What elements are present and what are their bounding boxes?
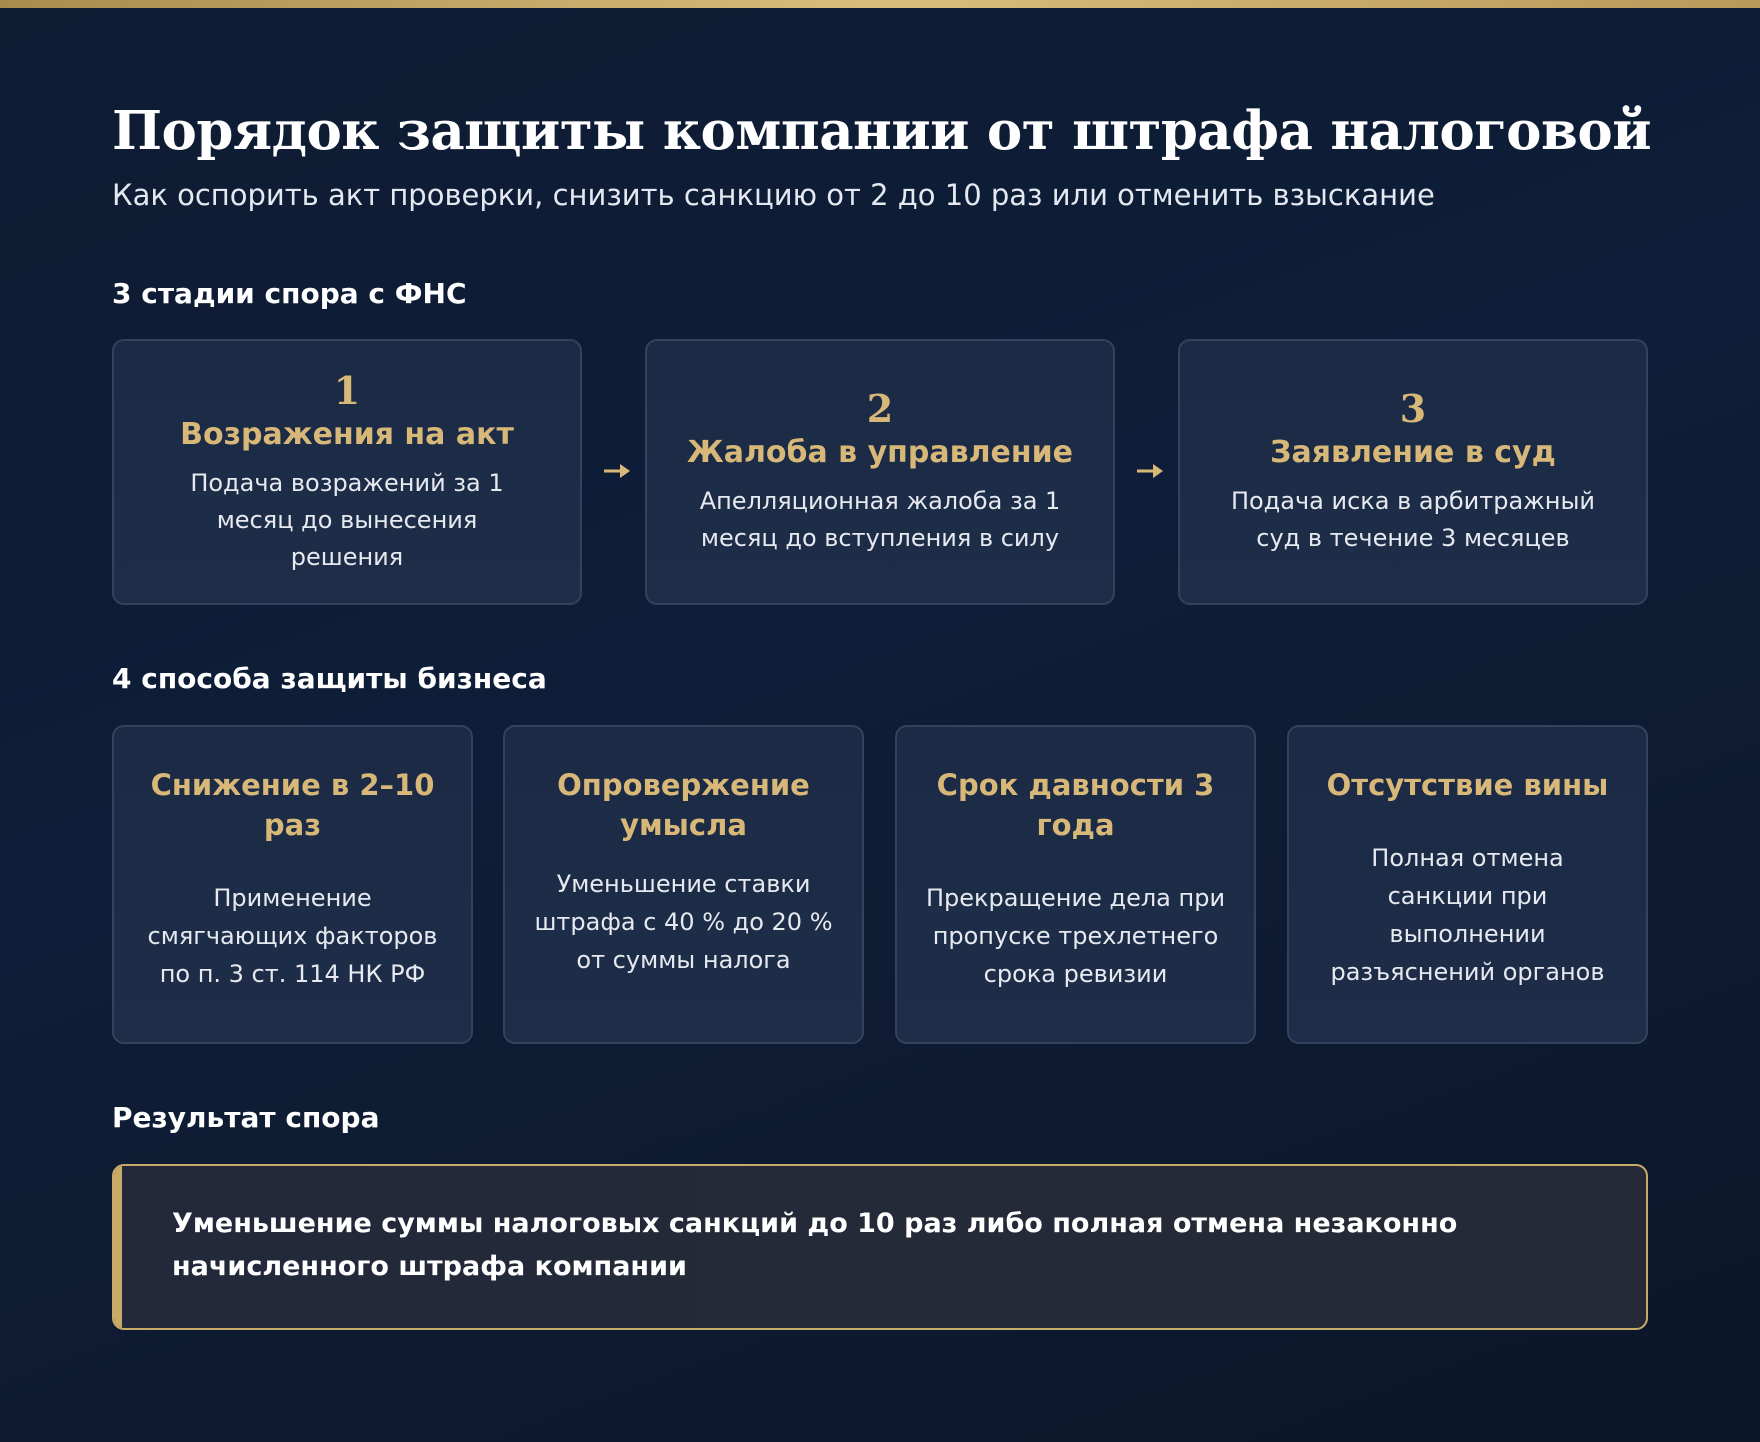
way-description: Применение смягчающих факторов по п. 3 ст. 114 НК РФ [147,884,438,988]
ways-heading: 4 способа защиты бизнеса [112,662,547,695]
way-title: Снижение в 2–10 раз [150,768,435,842]
stage-number: 1 [333,367,361,413]
way-description: Полная отмена санкции при выполнении разъяснений органов [1330,844,1605,986]
stage-card-3 [1178,339,1648,605]
stage-title: Жалоба в управление [686,435,1073,470]
way-description: Прекращение дела при пропуске трехлетнего срока ревизии [925,884,1226,988]
result-box [112,1164,1648,1330]
top-accent-bar [0,0,1760,8]
way-card-1 [112,725,473,1044]
result-accent-bar [114,1166,122,1328]
page-title: Порядок защиты компании от штрафа налоговой [112,100,1652,162]
way-card-4 [1287,725,1648,1044]
page-subtitle: Как оспорить акт проверки, снизить санкцию от 2 до 10 раз или отменить взыскание [112,178,1435,212]
way-card-2 [503,725,864,1044]
result-text: Уменьшение суммы налоговых санкций до 10 раз либо полная отмена незаконно начисленного штрафа компании [172,1208,1458,1282]
stage-description: Подача иска в арбитражный суд в течение 3 месяцев [1230,487,1596,552]
arrow-right-icon [597,456,637,486]
stage-number: 2 [866,386,894,431]
way-description: Уменьшение ставки штрафа с 40 % до 20 % от суммы налога [534,870,833,974]
way-title: Срок давности 3 года [936,768,1215,842]
stage-description: Подача возражений за 1 месяц до вынесения решения [190,468,504,571]
way-card-3 [895,725,1256,1044]
arrow-right-icon [1130,456,1170,486]
stages-heading: 3 стадии спора с ФНС [112,277,467,310]
stage-card-1 [112,339,582,605]
stage-title: Возражения на акт [180,416,514,452]
stage-card-2 [645,339,1115,605]
stage-description: Апелляционная жалоба за 1 месяц до вступления в силу [699,487,1061,552]
stage-title: Заявление в суд [1270,435,1556,470]
stage-number: 3 [1399,386,1427,431]
way-title: Опровержение умысла [557,768,810,842]
way-title: Отсутствие вины [1326,768,1609,802]
result-heading: Результат спора [112,1101,380,1134]
